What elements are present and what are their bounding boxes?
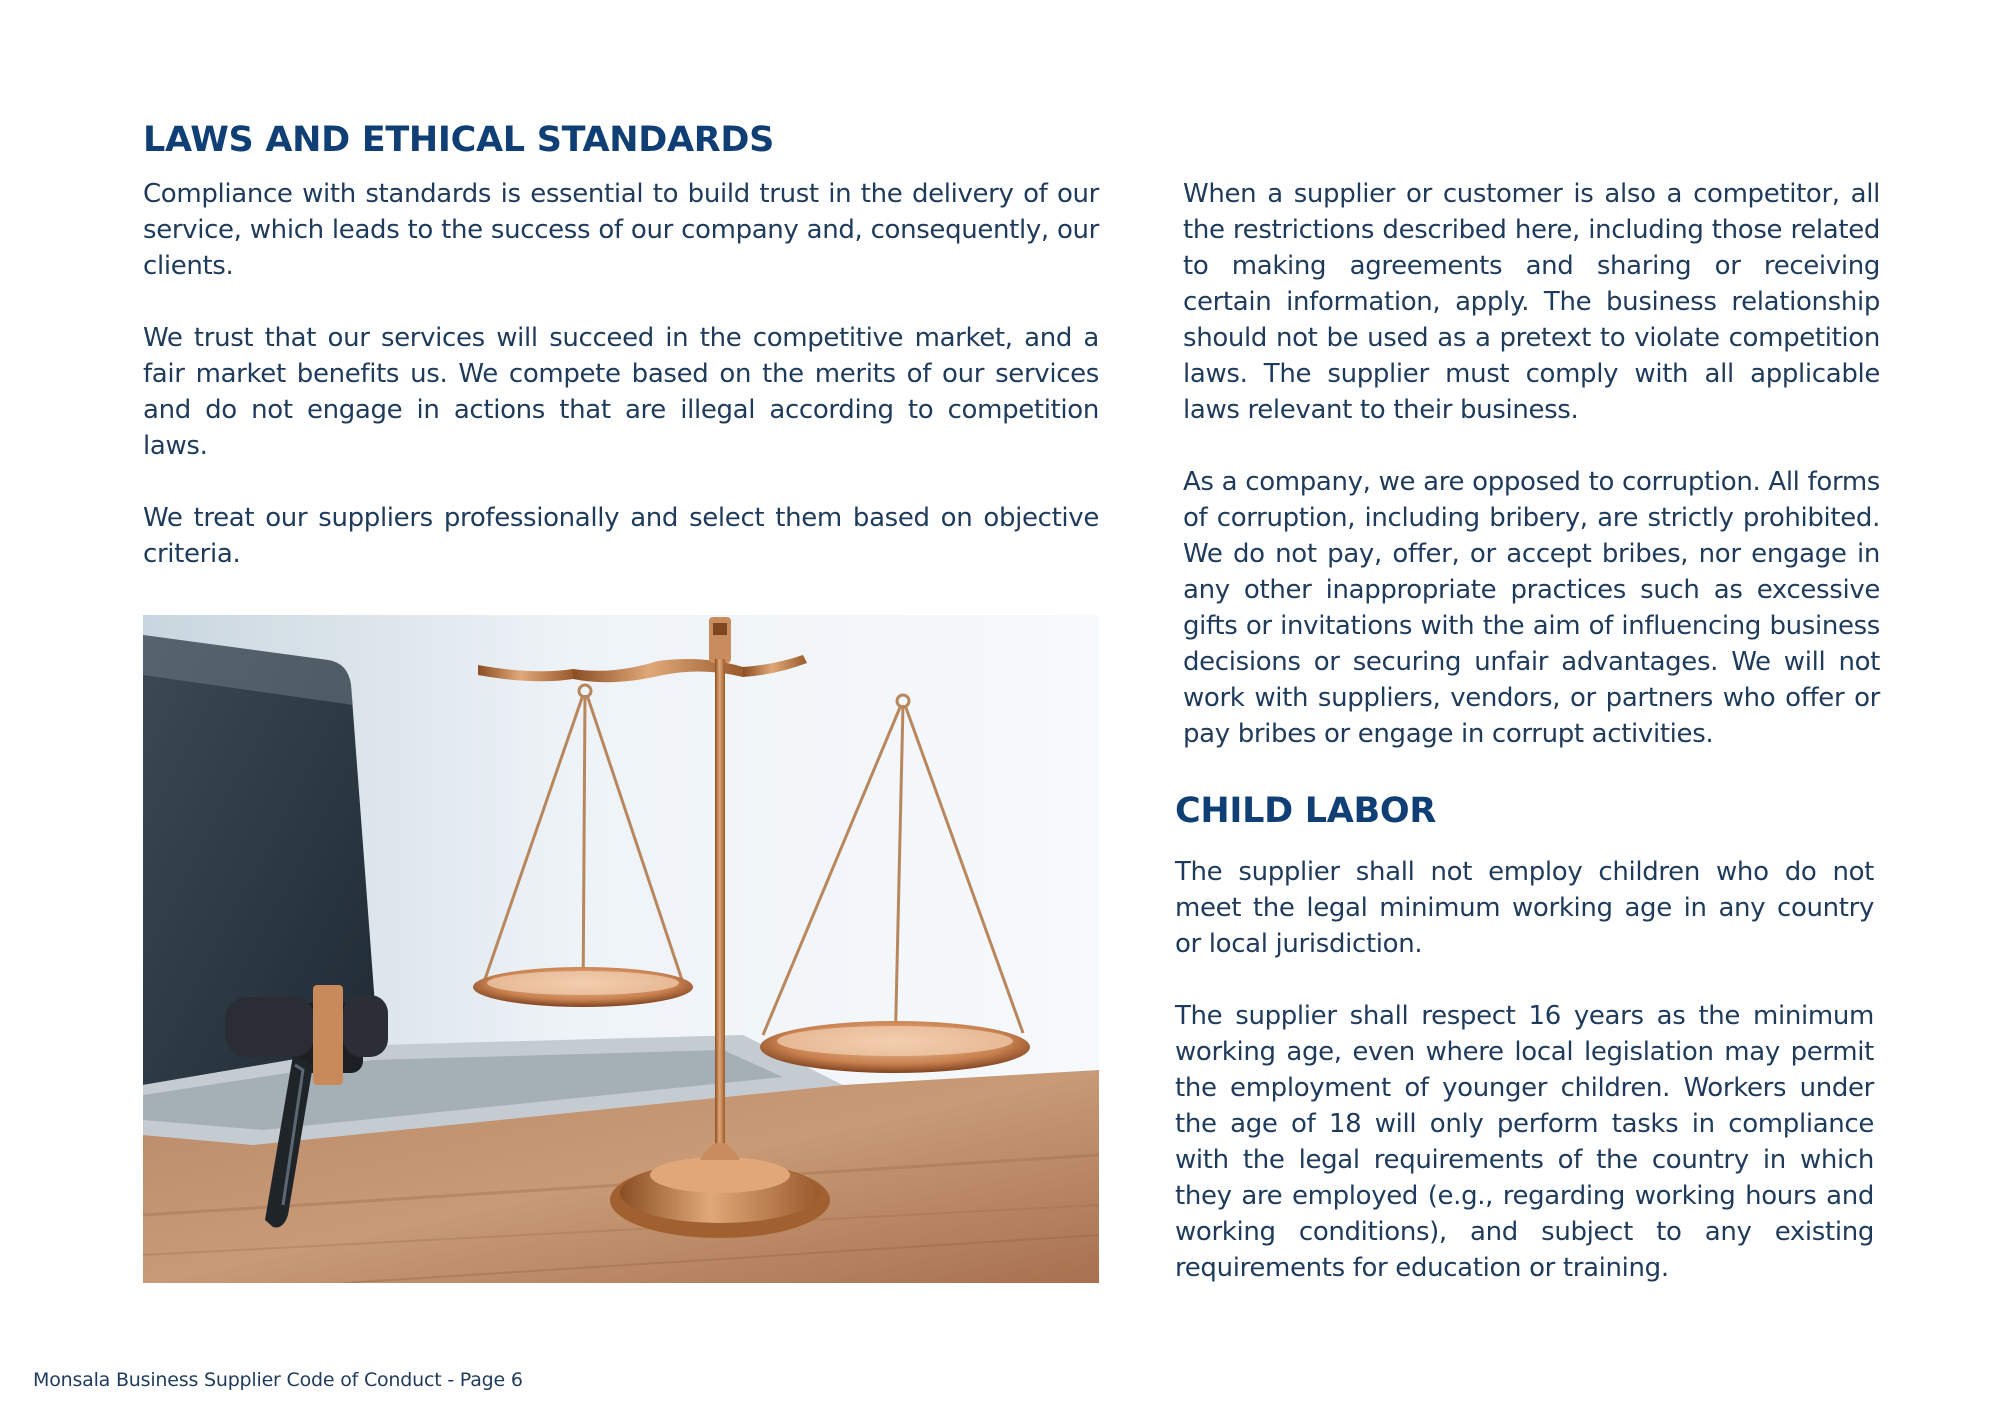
section-title-laws: LAWS AND ETHICAL STANDARDS xyxy=(143,120,775,160)
laws-paragraph: We trust that our services will succeed in the competitive market, and a fair market benefits us. We compete based on the merits of our services and do not engage in actions that are illegal according to competition laws. xyxy=(143,323,1099,461)
scales-of-justice-photo xyxy=(143,615,1099,1283)
laws-paragraph: Compliance with standards is essential to build trust in the delivery of our service, which leads to the success of our company and, consequently, our clients. xyxy=(143,179,1099,281)
laws-right-column xyxy=(1183,176,1880,752)
corruption-paragraph: As a company, we are opposed to corruption. All forms of corruption, including bribery, are strictly prohibited. We do not pay, offer, or accept bribes, nor engage in any other inappropriate practices such as excessive gifts or invitations with the aim of influencing business decisions or securing unfair advantages. We will not work with suppliers, vendors, or partners who offer or pay bribes or engage in corrupt activities. xyxy=(1183,467,1880,749)
competition-paragraph: When a supplier or customer is also a competitor, all the restrictions described here, including those related to making agreements and sharing or receiving certain information, apply. The business relationship should not be used as a pretext to violate competition laws. The supplier must comply with all applicable laws relevant to their business. xyxy=(1183,179,1880,425)
child-labor-paragraph: The supplier shall not employ children who do not meet the legal minimum working age in any country or local jurisdiction. xyxy=(1175,857,1874,959)
page-footer: Monsala Business Supplier Code of Conduct - Page 6 xyxy=(33,1369,523,1391)
section-title-child-labor: CHILD LABOR xyxy=(1175,791,1437,831)
laws-paragraph: We treat our suppliers professionally and select them based on objective criteria. xyxy=(143,503,1099,569)
child-labor-paragraph: The supplier shall respect 16 years as the minimum working age, even where local legislation may permit the employment of younger children. Workers under the age of 18 will only perform tasks in compliance with the legal requirements of the country in which they are employed (e.g., regarding working hours and working conditions), and subject to any existing requirements for education or training. xyxy=(1175,1001,1874,1283)
laws-left-column xyxy=(143,176,1099,572)
child-labor-column xyxy=(1175,854,1874,1286)
